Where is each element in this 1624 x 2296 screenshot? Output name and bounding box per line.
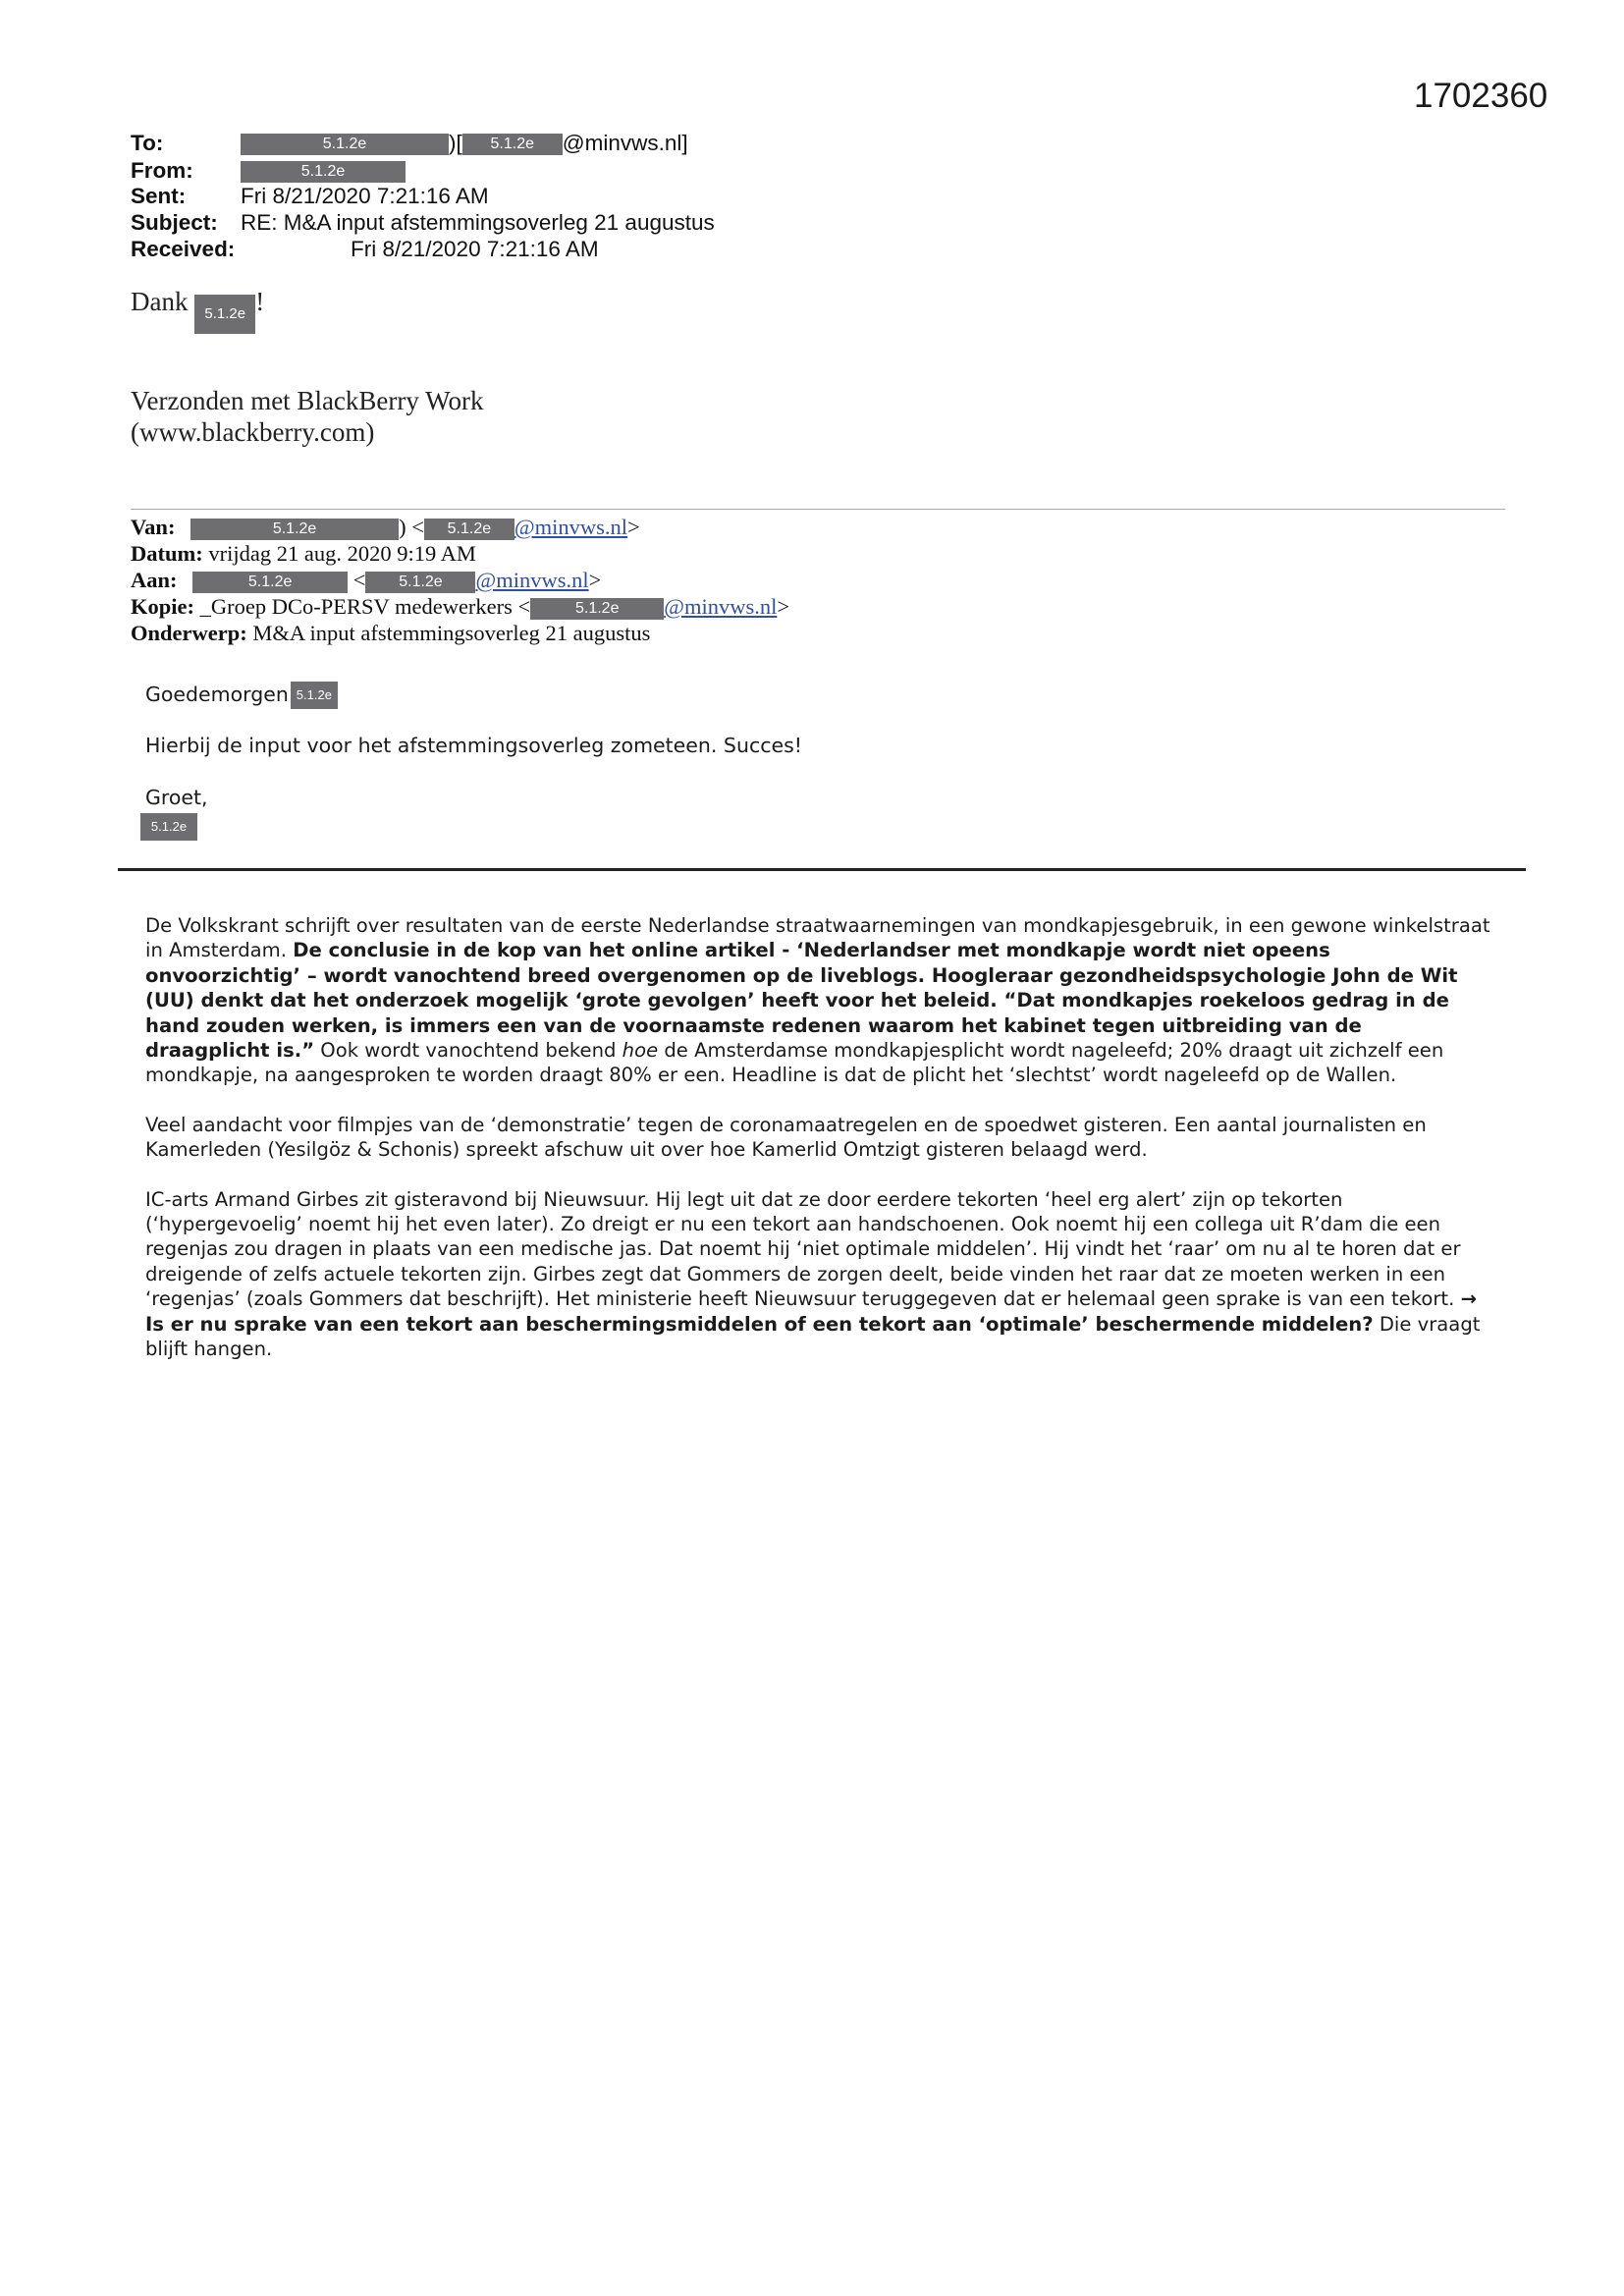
received-value: Fri 8/21/2020 7:21:16 AM — [351, 237, 599, 261]
from-label: From: — [131, 158, 193, 183]
redaction-block: 5.1.2e — [291, 682, 338, 709]
redaction-block: 5.1.2e — [462, 134, 563, 155]
reply-greeting — [131, 287, 264, 334]
sent-value: Fri 8/21/2020 7:21:16 AM — [241, 184, 489, 208]
inner-intro: Hierbij de input voor het afstemmingsoverleg zometeen. Succes! — [145, 734, 802, 757]
redaction-block: 5.1.2e — [241, 161, 406, 183]
van-label: Van: — [131, 515, 176, 539]
kopie-label: Kopie: — [131, 594, 194, 619]
redaction-block: 5.1.2e — [140, 813, 197, 841]
kopie-row — [131, 593, 789, 620]
aan-label: Aan: — [131, 568, 178, 592]
van-row — [131, 514, 640, 540]
arrow-icon: → — [1460, 1287, 1477, 1311]
inner-greeting-text: Goedemorgen — [145, 683, 289, 706]
forward-divider — [131, 509, 1505, 510]
p1-text-cont: Ook wordt vanochtend bekend — [314, 1039, 623, 1063]
document-number: 1702360 — [1414, 77, 1548, 115]
p3-text: IC-arts Armand Girbes zit gisteravond bij Nieuwsuur. Hij legt uit dat ze door eerdere tekorten ‘heel erg alert’ zijn op tekorten (‘hypergevoelig’ noemt hij het even later). Zo dreigt er nu een tekort aan handschoenen. Ook noemt hij een collega uit R’dam die een regenjas zou dragen in plaats van een medische jas. Dat noemt hij ‘niet optimale middelen’. Hij vindt het ‘raar’ om nu al te horen dat er dreigende of zelfs actuele tekorten zijn. Girbes zegt dat Gommers de zorgen deelt, beide vinden het raar dat ze moeten werken in een ‘regenjas’ (zoals Gommers dat beschrijft). Het ministerie heeft Nieuwsuur teruggegeven dat er helemaal geen sprake is van een tekort. — [145, 1187, 1461, 1311]
paragraph-volkskrant — [145, 913, 1490, 1088]
datum-label: Datum: — [131, 541, 203, 566]
onderwerp-label: Onderwerp: — [131, 621, 247, 645]
paragraph-demonstratie: Veel aandacht voor filmpjes van de ‘demonstratie’ tegen de coronamaatregelen en de spoedwet gisteren. Een aantal journalisten en Kamerleden (Yesilgöz & Schonis) spreekt afschuw uit over hoe Kamerlid Omtzigt gisteren belaagd werd. — [145, 1113, 1427, 1162]
to-domain: @minvws.nl] — [562, 131, 688, 155]
kopie-close: > — [777, 594, 790, 619]
subject-value: RE: M&A input afstemmingsoverleg 21 augustus — [241, 210, 715, 235]
redaction-block: 5.1.2e — [365, 572, 475, 593]
aan-close: > — [588, 568, 602, 592]
kopie-value: _Groep DCo-PERSV medewerkers < — [199, 594, 531, 619]
to-bracket: )[ — [449, 131, 462, 155]
received-label: Received: — [131, 237, 236, 261]
inner-signature — [140, 813, 197, 841]
aan-email-link[interactable]: @minvws.nl — [475, 568, 589, 592]
van-bracket: ) < — [399, 515, 424, 539]
to-label: To: — [131, 131, 164, 155]
sent-label: Sent: — [131, 184, 187, 208]
inner-greeting — [145, 682, 338, 709]
redaction-block: 5.1.2e — [241, 134, 449, 155]
aan-bracket: < — [352, 568, 366, 592]
redaction-block: 5.1.2e — [194, 295, 255, 334]
aan-row — [131, 567, 601, 593]
p3-text-end: Die vraagt blijft hangen. — [145, 1312, 1481, 1361]
onderwerp-value: M&A input afstemmingsoverleg 21 augustus — [252, 621, 651, 645]
greeting-prefix: Dank — [131, 287, 189, 316]
p1-italic: hoe — [622, 1039, 659, 1063]
signature-line: Verzonden met BlackBerry Work — [131, 386, 484, 415]
van-email-link[interactable]: @minvws.nl — [514, 515, 627, 539]
p3-bold: Is er nu sprake van een tekort aan beschermingsmiddelen of een tekort aan ‘optimale’ beschermende middelen? — [145, 1312, 1374, 1336]
p1-text: De Volkskrant schrijft over resultaten van de eerste Nederlandse straatwaarnemingen van mondkapjesgebruik, in een gewone winkelstraat in Amsterdam. — [145, 914, 1490, 962]
redaction-block: 5.1.2e — [530, 598, 664, 620]
greeting-suffix: ! — [255, 287, 265, 316]
content-divider — [118, 868, 1526, 871]
van-close: > — [627, 515, 640, 539]
redaction-block: 5.1.2e — [192, 572, 348, 593]
inner-closing: Groet, — [145, 786, 208, 809]
redaction-block: 5.1.2e — [190, 519, 399, 540]
signature-url: (www.blackberry.com) — [131, 417, 375, 447]
datum-value: vrijdag 21 aug. 2020 9:19 AM — [208, 541, 476, 566]
datum-row — [131, 540, 476, 567]
paragraph-girbes — [145, 1187, 1490, 1362]
p1-bold: De conclusie in de kop van het online artikel - ‘Nederlandser met mondkapje wordt niet opeens onvoorzichtig’ – wordt vanochtend breed overgenomen op de liveblogs. Hoogleraar gezondheidspsychologie John de Wit (UU) denkt dat het onderzoek mogelijk ‘grote gevolgen’ heeft voor het beleid. “Dat mondkapjes roekeloos gedrag in de hand zouden werken, is immers een van de voornaamste redenen waarom het kabinet tegen uitbreiding van de draagplicht is.” — [145, 939, 1458, 1063]
redaction-block: 5.1.2e — [424, 519, 514, 540]
onderwerp-row — [131, 620, 650, 646]
kopie-email-link[interactable]: @minvws.nl — [664, 594, 778, 619]
p1-text-end: de Amsterdamse mondkapjesplicht wordt nageleefd; 20% draagt uit zichzelf een mondkapje, na aangesproken te worden draagt 80% er een. Headline is dat de plicht het ‘slechtst’ wordt nageleefd op de Wallen. — [145, 1039, 1444, 1087]
subject-label: Subject: — [131, 210, 218, 235]
media-summary — [145, 913, 1490, 1387]
signature — [131, 385, 483, 448]
